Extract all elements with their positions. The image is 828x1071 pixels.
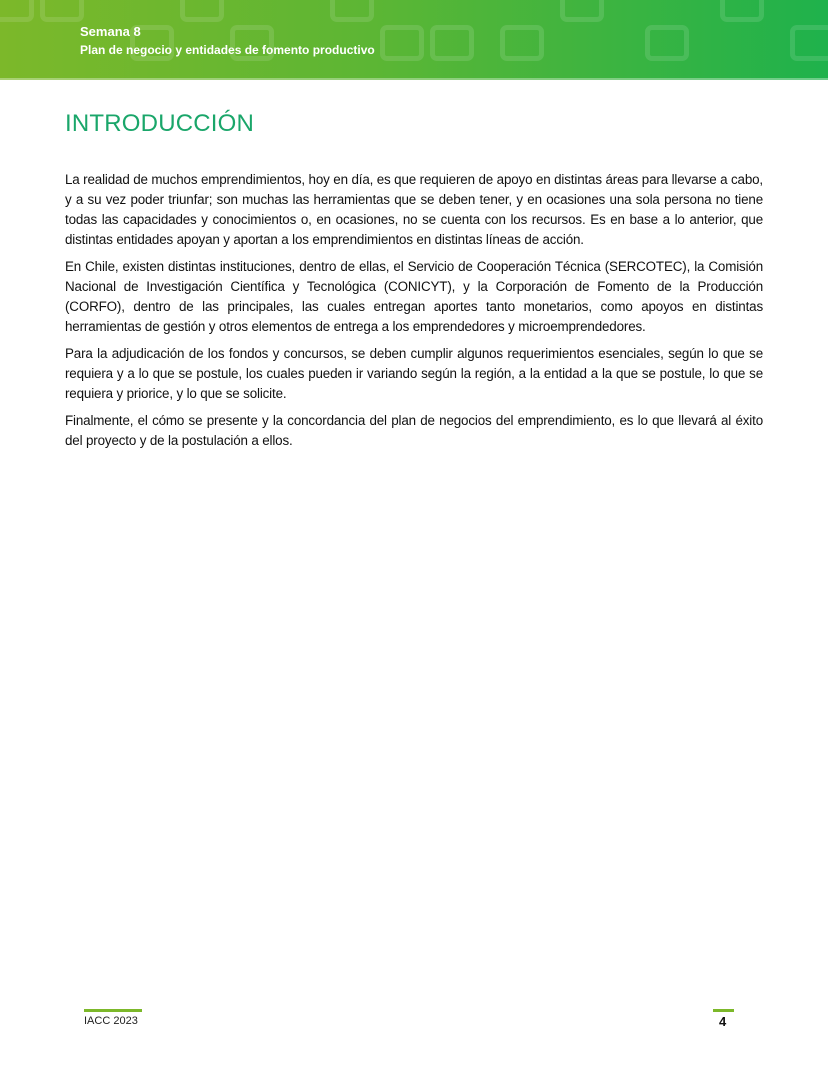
header-pattern	[330, 0, 374, 22]
paragraph: En Chile, existen distintas instituciones, dentro de ellas, el Servicio de Cooperación Técnica (SERCOTEC), la Comisión Nacional de Investigación Científica y Tecnológica (CONICYT), y la Corporación de Fomento de la Producción (CORFO), dentro de las principales, las cuales entregan aportes tanto monetarios, como apoyos en distintas herramientas de gestión y otros elementos de entrega a los emprendedores y microemprendedores.	[65, 259, 763, 334]
paragraph: La realidad de muchos emprendimientos, hoy en día, es que requieren de apoyo en distintas áreas para llevarse a cabo, y a su vez poder triunfar; son muchas las herramientas que se deben tener, y en ocasiones una sola persona no tiene todas las capacidades y conocimientos o, en ocasiones, no se cuenta con los recursos. Es en base a lo anterior, que distintas entidades apoyan y aportan a los emprendimientos en distintas líneas de acción.	[65, 172, 763, 247]
header-pattern	[790, 25, 828, 61]
header-pattern	[40, 0, 84, 22]
header-pattern	[560, 0, 604, 22]
page-number-accent-bar	[713, 1009, 734, 1012]
footer-accent-bar	[84, 1009, 142, 1012]
header-pattern	[645, 25, 689, 61]
section-title: INTRODUCCIÓN	[65, 110, 255, 137]
header-divider	[0, 78, 828, 80]
page-header	[0, 0, 828, 80]
header-pattern	[0, 0, 34, 22]
header-pattern	[500, 25, 544, 61]
paragraph: Para la adjudicación de los fondos y concursos, se deben cumplir algunos requerimientos esenciales, según lo que se requiera y a lo que se postule, los cuales pueden ir variando según la región, a la entidad a la que se postule, lo que se requiera y priorice, y lo que se solicite.	[65, 346, 763, 401]
body-text	[65, 170, 763, 458]
header-pattern	[180, 0, 224, 22]
header-week: Semana 8	[80, 24, 141, 39]
paragraph: Finalmente, el cómo se presente y la concordancia del plan de negocios del emprendimiento, es lo que llevará al éxito del proyecto y de la postulación a ellos.	[65, 413, 763, 448]
header-pattern	[380, 25, 424, 61]
footer-label: IACC 2023	[84, 1015, 138, 1027]
page-number: 4	[719, 1014, 727, 1029]
header-subtitle: Plan de negocio y entidades de fomento productivo	[80, 43, 375, 57]
header-pattern	[430, 25, 474, 61]
header-pattern	[720, 0, 764, 22]
